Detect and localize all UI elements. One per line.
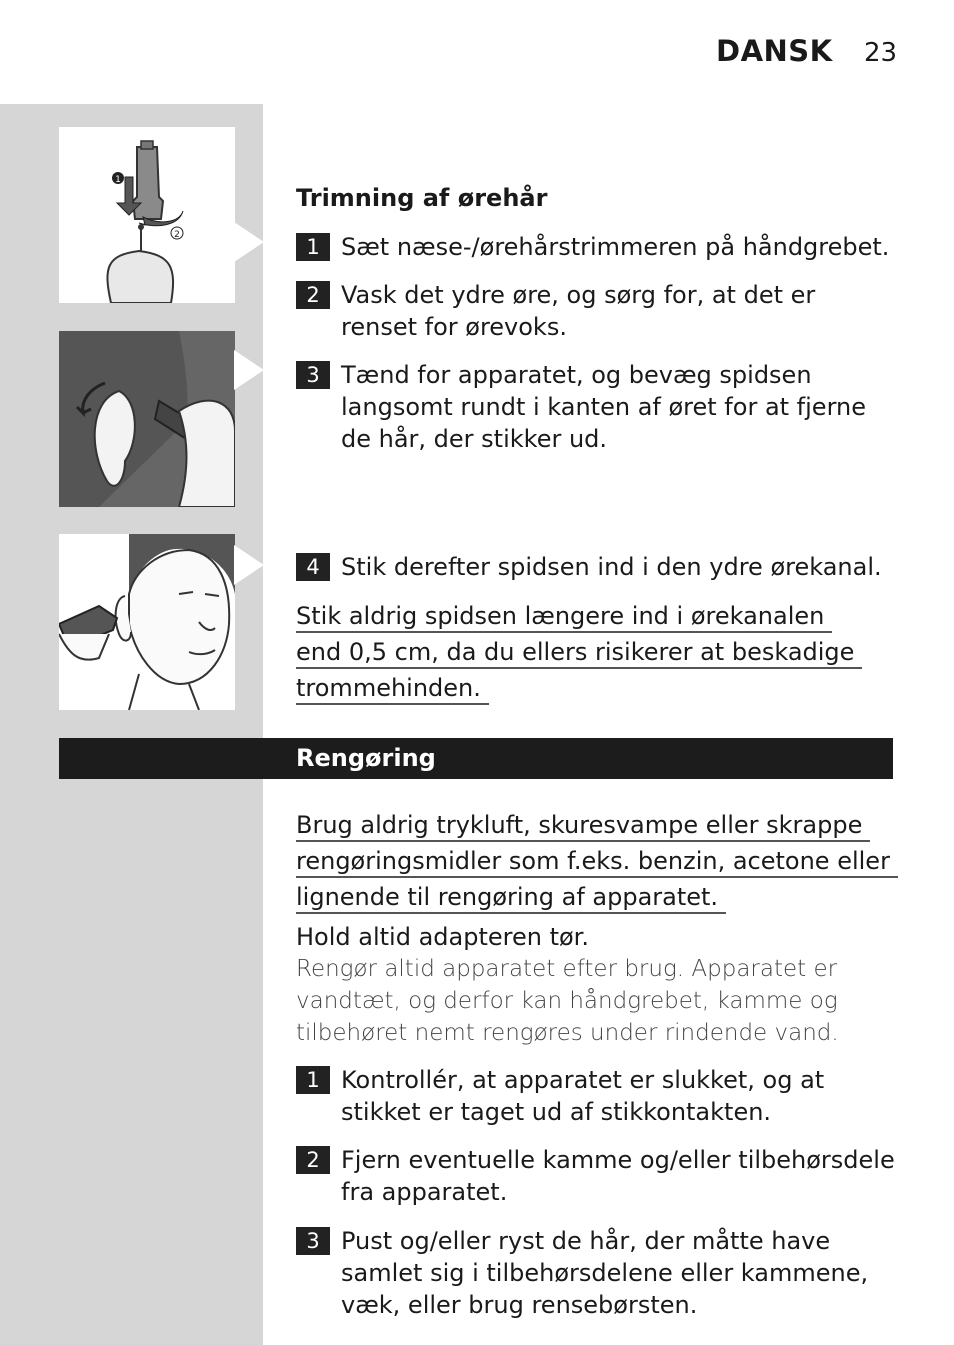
warning-cleaning-agents [296,809,898,917]
step-item [296,1064,896,1128]
illustration-pointer [234,222,264,262]
step-text: Stik derefter spidsen ind i den ydre ørekanal. [341,553,882,581]
illustration-trim-ear-edge [59,331,235,507]
step-item [296,359,896,455]
warning-ear-canal [296,600,862,708]
warning-line: Brug aldrig trykluft, skuresvampe eller skrappe [296,811,870,842]
page-number: 23 [864,38,898,68]
step-text: Fjern eventuelle kamme og/eller tilbehørsdele fra apparatet. [341,1146,895,1206]
step-number: 2 [296,281,330,309]
section-title-cleaning: Rengøring [296,744,436,772]
step-number: 1 [296,1066,330,1094]
warning-line: end 0,5 cm, da du ellers risikerer at beskadige [296,638,862,669]
illustration-pointer [234,350,264,390]
illustration-trim-ear-canal [59,534,235,710]
step-text: Pust og/eller ryst de hår, der måtte have samlet sig i tilbehørsdelene eller kammene, væk, eller brug rensebørsten. [341,1227,869,1319]
step-number: 3 [296,361,330,389]
warning-line: rengøringsmidler som f.eks. benzin, acetone eller [296,847,898,878]
language-label: DANSK [716,34,833,68]
section-title-ear-trimming: Trimning af ørehår [296,184,548,212]
warning-line: lignende til rengøring af apparatet. [296,883,726,914]
step-item [296,279,896,343]
illustration-pointer [234,545,264,585]
step-number: 4 [296,553,330,581]
section-header-cleaning [59,738,893,779]
step-item [296,551,896,583]
warning-line: trommehinden. [296,674,489,705]
marker-1: 1 [115,175,121,185]
illustration-attach-trimmer [59,127,235,303]
step-number: 1 [296,233,330,261]
step-number: 3 [296,1227,330,1255]
info-line: Rengør altid apparatet efter brug. Apparatet er [296,956,838,982]
info-line: vandtæt, og derfor kan håndgrebet, kamme og [296,988,838,1014]
info-line: tilbehøret nemt rengøres under rindende vand. [296,1020,839,1046]
warning-line: Stik aldrig spidsen længere ind i ørekanalen [296,602,832,633]
step-text: Sæt næse-/ørehårstrimmeren på håndgrebet. [341,233,890,261]
step-item [296,231,896,263]
step-number: 2 [296,1146,330,1174]
step-item [296,1225,896,1321]
step-text: Tænd for apparatet, og bevæg spidsen langsomt rundt i kanten af øret for at fjerne de hår, der stikker ud. [341,361,866,453]
marker-2: 2 [174,230,180,240]
step-text: Vask det ydre øre, og sørg for, at det er renset for ørevoks. [341,281,816,341]
adapter-note [296,921,896,1049]
step-text: Kontrollér, at apparatet er slukket, og at stikket er taget ud af stikkontakten. [341,1066,825,1126]
step-item [296,1144,896,1208]
adapter-note-text: Hold altid adapteren tør. [296,923,589,951]
